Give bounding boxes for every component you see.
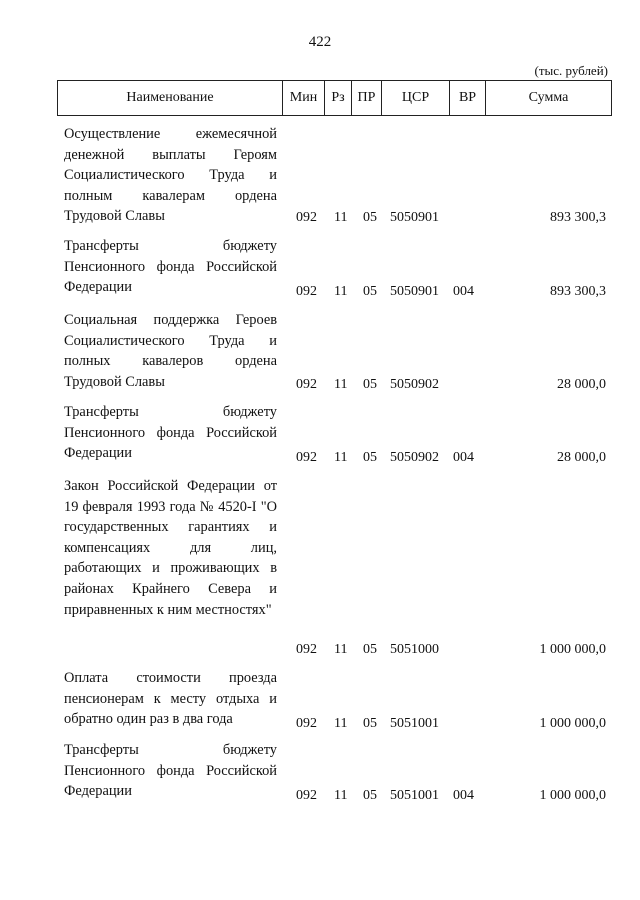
row-rz: 11	[334, 284, 348, 299]
row-rz: 11	[334, 716, 348, 731]
row-name: Оплата стоимости проезда пенсионерам к месту отдыха и обратно один раз в два года	[64, 670, 277, 728]
header-sum: Сумма	[485, 81, 611, 115]
header-pr: ПР	[351, 81, 381, 115]
row-min: 092	[296, 377, 317, 392]
row-min: 092	[296, 210, 317, 225]
row-name: Закон Российской Федерации от 19 февраля 1993 года № 4520-I "О государственных гарантиях и компенсациях для лиц, работающих и проживающих в районах Крайнего Севера и приравненных к ним местностях"	[64, 478, 277, 618]
row-rz: 11	[334, 642, 348, 657]
row-csr: 5051001	[390, 788, 439, 803]
row-vr: 004	[453, 450, 474, 465]
row-pr: 05	[363, 788, 377, 803]
row-min: 092	[296, 284, 317, 299]
row-csr: 5050901	[390, 284, 439, 299]
row-csr: 5050902	[390, 377, 439, 392]
row-name: Трансферты бюджету Пенсионного фонда Российской Федерации	[64, 404, 277, 462]
row-name: Социальная поддержка Героев Социалистического Труда и полных кавалеров ордена Трудовой Славы	[64, 312, 277, 390]
row-min: 092	[296, 450, 317, 465]
unit-label: (тыс. рублей)	[534, 63, 608, 78]
header-name: Наименование	[126, 90, 214, 105]
row-pr: 05	[363, 450, 377, 465]
row-min: 092	[296, 716, 317, 731]
row-name: Трансферты бюджету Пенсионного фонда Российской Федерации	[64, 238, 277, 296]
row-sum: 28 000,0	[557, 450, 606, 465]
row-name: Трансферты бюджету Пенсионного фонда Российской Федерации	[64, 742, 277, 800]
row-sum: 893 300,3	[550, 210, 606, 225]
row-pr: 05	[363, 642, 377, 657]
row-sum: 1 000 000,0	[539, 642, 606, 657]
row-pr: 05	[363, 284, 377, 299]
header-rz: Рз	[324, 81, 351, 115]
row-rz: 11	[334, 450, 348, 465]
header-csr: ЦСР	[381, 81, 449, 115]
row-pr: 05	[363, 210, 377, 225]
row-csr: 5051000	[390, 642, 439, 657]
row-rz: 11	[334, 788, 348, 803]
row-sum: 893 300,3	[550, 284, 606, 299]
row-csr: 5051001	[390, 716, 439, 731]
header-vr: ВР	[449, 81, 485, 115]
row-pr: 05	[363, 377, 377, 392]
row-min: 092	[296, 788, 317, 803]
row-rz: 11	[334, 210, 348, 225]
row-min: 092	[296, 642, 317, 657]
page-number: 422	[308, 34, 332, 50]
row-vr: 004	[453, 284, 474, 299]
row-vr: 004	[453, 788, 474, 803]
row-pr: 05	[363, 716, 377, 731]
row-name: Осуществление ежемесячной денежной выплаты Героям Социалистического Труда и полным кавалерам ордена Трудовой Славы	[64, 126, 277, 225]
row-sum: 1 000 000,0	[539, 788, 606, 803]
row-sum: 1 000 000,0	[539, 716, 606, 731]
row-csr: 5050901	[390, 210, 439, 225]
table-header	[57, 80, 612, 116]
row-sum: 28 000,0	[557, 377, 606, 392]
row-rz: 11	[334, 377, 348, 392]
row-csr: 5050902	[390, 450, 439, 465]
header-min: Мин	[282, 81, 324, 115]
